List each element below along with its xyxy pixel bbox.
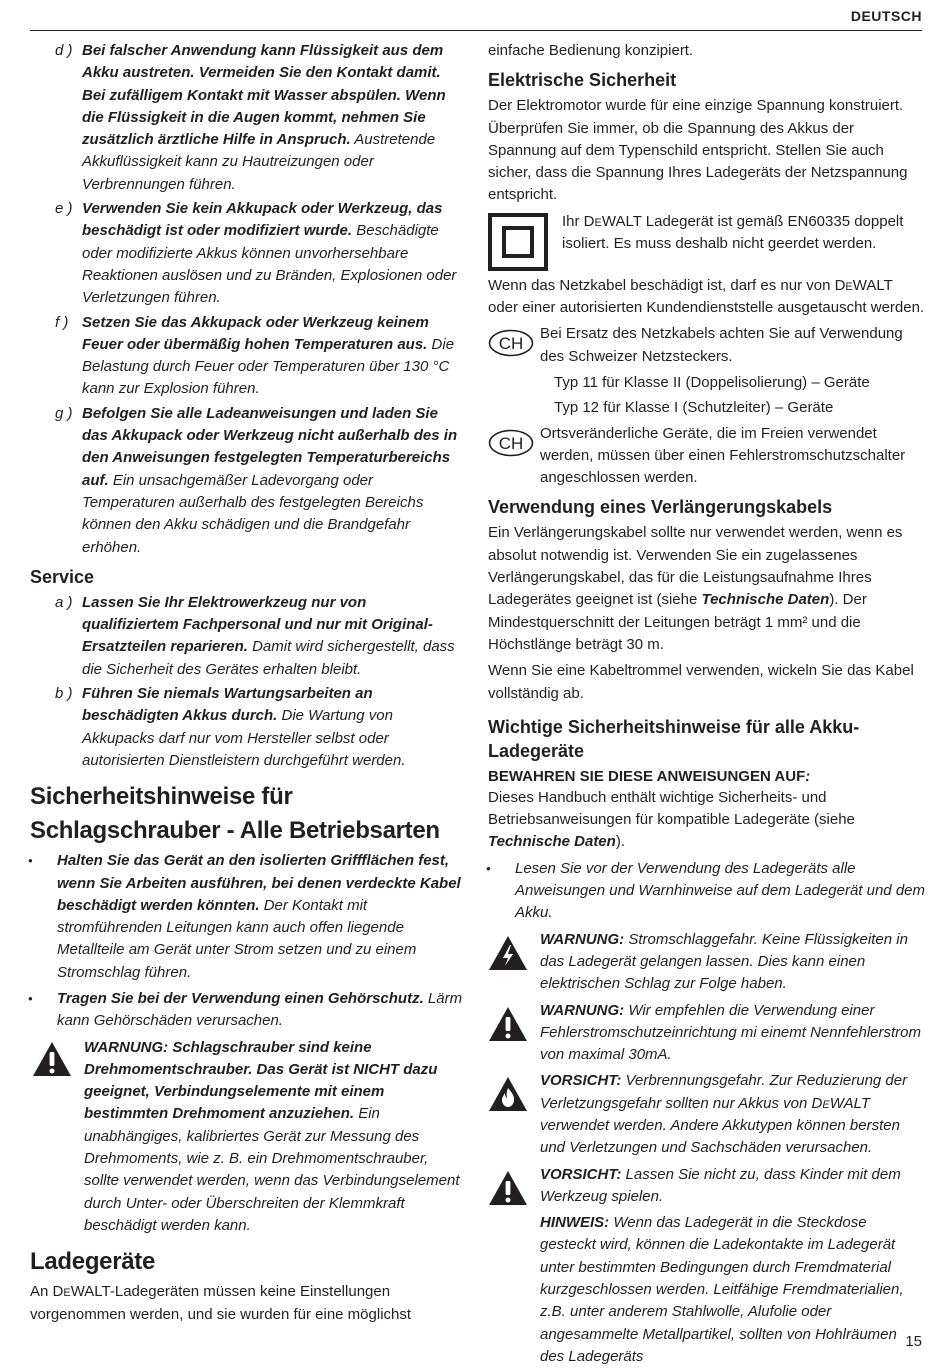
bullet-item: • Halten Sie das Gerät an den isolierten Griffflächen fest, wenn Sie Arbeiten ausführen, bei denen verdeckte Kabel beschädigt werden könnten. Der Kontakt mit stromführenden Leitungen kann auch offen liegende Metallteile am Gerät unter Strom setzen und zu einem Stromschlag führen. [28, 852, 461, 981]
exclamation-warning-icon [488, 1006, 528, 1042]
chargers-heading: Ladegeräte [30, 1248, 156, 1276]
double-insulation-icon [488, 213, 548, 271]
chargers-text: An DeWALT-Ladegeräten müssen keine Einstellungen vorgenommen werden, und sie wurden für eine möglichst [30, 1283, 412, 1323]
bullet-icon: • [28, 853, 33, 869]
page-number: 15 [905, 1333, 922, 1350]
right-column [488, 40, 925, 1372]
bullet-item: • Tragen Sie bei der Verwendung einen Gehörschutz. Lärm kann Gehörschäden verursachen. [28, 989, 463, 1030]
exclamation-warning-icon [32, 1041, 72, 1077]
type-11-text: Typ 11 für Klasse II (Doppelisolierung) – Geräte [554, 373, 870, 391]
double-insulation-note: Ihr DeWALT Ladegerät ist gemäß EN60335 doppelt isoliert. Es muss deshalb nicht geerdet werden. [488, 211, 925, 271]
electric-shock-warning-icon [488, 935, 528, 971]
electrical-text: Der Elektromotor wurde für eine einzige Spannung konstruiert. Überprüfen Sie immer, ob die Spannung des Akkus der Spannung auf dem Typenschild entspricht. Stellen Sie auch sicher, dass die Spannung Ihres Ladegeräts der Netzspannung entspricht. [488, 97, 908, 204]
list-item: a ) Lassen Sie Ihr Elektrowerkzeug nur von qualifiziertem Fachpersonal und nur mit Original-Ersatzteilen reparieren. Damit wird sichergestellt, dass die Sicherheit des Gerätes erhalten bleibt. [55, 593, 455, 678]
extension-text-2: Wenn Sie eine Kabeltrommel verwenden, wickeln Sie das Kabel vollständig ab. [488, 662, 914, 702]
fire-warning-icon [488, 1076, 528, 1112]
torque-warning: WARNUNG: Schlagschrauber sind keine Drehmomentschrauber. Das Gerät ist NICHT dazu geeignet, Verbindungselemente mit einem bestimmten Drehmoment anzuziehen. Ein unabhängiges, kalibriertes Gerät zur Messung des Drehmoments, wie z. B. ein Drehmomentschrauber, sollte verwendet werden, wenn das Verbindungselement durch Unter- oder Überschreiten der Klemmkraft beschädigt werden kann. [30, 1037, 465, 1238]
children-caution: VORSICHT: Lassen Sie nicht zu, dass Kinder mit dem Werkzeug spielen. [488, 1164, 925, 1209]
language-label: DEUTSCH [850, 8, 922, 24]
exclamation-warning-icon [488, 1170, 528, 1206]
page-header [30, 0, 922, 31]
charger-safety-heading: Wichtige Sicherheitshinweise für alle Akku-Ladegeräte [488, 716, 860, 761]
svg-text:CH: CH [498, 433, 524, 453]
swiss-rcd-note: CH Ortsveränderliche Geräte, die im Freien verwendet werden, müssen über einen Fehlerstromschutzschalter angeschlossen werden. [488, 423, 925, 490]
list-item: e ) Verwenden Sie kein Akkupack oder Werkzeug, das beschädigt ist oder modifiziert wurde. Beschädigte oder modifizierte Akkus können unvorhersehbare Reaktionen auslösen und zu Bränden, Explosionen oder Verletzungen führen. [55, 200, 457, 307]
svg-text:CH: CH [498, 334, 524, 354]
cord-text: Wenn das Netzkabel beschädigt ist, darf es nur von DeWALT oder einer autorisierten Kundendienststelle ausgetauscht werden. [488, 276, 925, 317]
bullet-icon: • [486, 860, 491, 876]
extension-cord-heading: Verwendung eines Verlängerungskabels [488, 497, 833, 518]
list-item: g ) Befolgen Sie alle Ladeanweisungen und laden Sie das Akkupack oder Werkzeug nicht außerhalb des in den Anweisungen festgelegten Temperaturbereichs auf. Ein unsachgemäßer Ladevorgang oder Temperaturen außerhalb des festgelegten Bereichs können den Akku schädigen und die Brandgefahr erhöhen. [55, 404, 458, 556]
list-item: b ) Führen Sie niemals Wartungsarbeiten an beschädigten Akkus durch. Die Wartung von Akkupacks darf nur vom Hersteller selbst oder autorisierten Dienstleistern durchgeführt werden. [55, 685, 406, 769]
note-text: HINWEIS: Wenn das Ladegerät in die Steckdose gesteckt wird, können die Ladekontakte im Ladegerät unter bestimmten Bedingungen durch Fremdmaterial kurzgeschlossen werden. Leitfähige Fremdmaterialien, z.B. unter anderem Stahlwolle, Alufolie oder angesammelte Metallpartikel, sollten von Hohlräumen des Ladegeräts [540, 1214, 904, 1365]
service-heading: Service [30, 566, 95, 587]
swiss-ch-icon [488, 429, 534, 457]
impact-wrench-heading: Sicherheitshinweise für Schlagschrauber - Alle Betriebsarten [30, 783, 440, 845]
left-column [30, 40, 465, 1330]
extension-text-1: Ein Verlängerungskabel sollte nur verwendet werden, wenn es absolut notwendig ist. Verwenden Sie ein zugelassenes Verlängerungskabel, das für die Leistungsaufnahme Ihres Ladegerätes geeignet ist (siehe Technische Daten). Der Mindestquerschnitt der Leitungen beträgt 1 mm² und die Höchstlänge beträgt 30 m. [488, 524, 903, 653]
electrical-safety-heading: Elektrische Sicherheit [488, 70, 677, 91]
list-item: d ) Bei falscher Anwendung kann Flüssigkeit aus dem Akku austreten. Vermeiden Sie den Kontakt damit. Bei zufälligem Kontakt mit Wasser abspülen. Wenn die Flüssigkeit in die Augen kommt, nehmen Sie zusätzlich ärztliche Hilfe in Anspruch. Austretende Akkuflüssigkeit kann zu Hautreizungen oder Verbrennungen führen. [55, 42, 446, 193]
intro-text: einfache Bedienung konzipiert. [488, 42, 694, 59]
swiss-plug-note: CH Bei Ersatz des Netzkabels achten Sie auf Verwendung des Schweizer Netzsteckers. [488, 323, 925, 368]
type-12-text: Typ 12 für Klasse I (Schutzleiter) – Geräte [554, 399, 834, 417]
manual-text: Dieses Handbuch enthält wichtige Sicherheits- und Betriebsanweisungen für kompatible Ladegeräte (siehe Technische Daten). [488, 788, 855, 851]
bullet-item: • Lesen Sie vor der Verwendung des Ladegeräts alle Anweisungen und Warnhinweise auf dem Ladegerät und dem Akku. [486, 859, 925, 922]
save-instructions-caption: BEWAHREN SIE DIESE ANWEISUNGEN AUF: [488, 767, 811, 785]
bullet-icon: • [28, 990, 33, 1006]
electric-shock-warning: WARNUNG: Stromschlaggefahr. Keine Flüssigkeiten in das Ladegerät gelangen lassen. Dies kann einen elektrischen Schlag zur Folge haben. [488, 929, 925, 996]
burn-caution: VORSICHT: Verbrennungsgefahr. Zur Reduzierung der Verletzungsgefahr sollten nur Akkus von DeWALT verwendet werden. Andere Akkutypen können bersten und Verletzungen und Sachschäden verursachen. [488, 1070, 925, 1159]
swiss-ch-icon [488, 329, 534, 357]
rcd-warning: WARNUNG: Wir empfehlen die Verwendung einer Fehlerstromschutzeinrichtung mi einemt Nennfehlerstrom von maximal 30mA. [488, 1000, 925, 1067]
list-item: f ) Setzen Sie das Akkupack oder Werkzeug keinem Feuer oder übermäßig hohen Temperaturen aus. Die Belastung durch Feuer oder Temperaturen über 130 °C kann zur Explosion führen. [55, 313, 455, 398]
